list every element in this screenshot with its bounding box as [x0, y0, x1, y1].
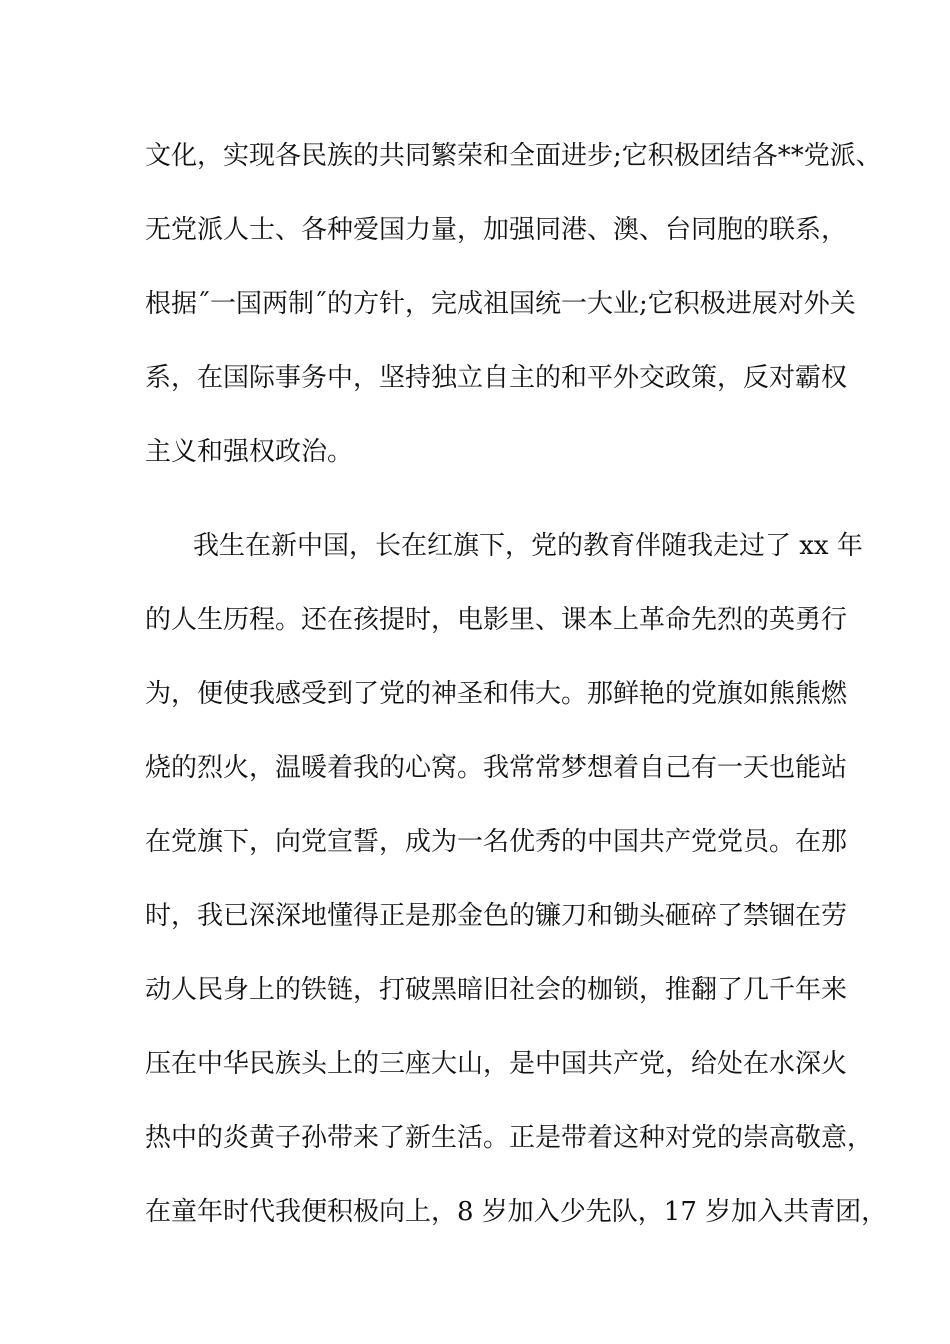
text-line: 烧的烈火，温暖着我的心窝。我常常梦想着自己有一天也能站 — [145, 753, 848, 783]
text-line: 在党旗下，向党宣誓，成为一名优秀的中国共产党党员。在那 — [145, 827, 848, 857]
text-line: 无党派人士、各种爱国力量，加强同港、澳、台同胞的联系， — [145, 215, 848, 245]
text-line: 时，我已深深地懂得正是那金色的镰刀和锄头砸碎了禁锢在劳 — [145, 901, 848, 931]
text-line: 主义和强权政治。 — [145, 437, 354, 467]
text-line: 为，便使我感受到了党的神圣和伟大。那鲜艳的党旗如熊熊燃 — [145, 679, 848, 709]
paragraph-2 — [145, 515, 888, 1255]
body-text — [145, 125, 888, 1255]
paragraph-gap — [145, 495, 835, 515]
paragraph-1 — [145, 125, 882, 495]
text-line: 我生在新中国，长在红旗下，党的教育伴随我走过了 xx 年 — [193, 531, 863, 561]
text-line: 动人民身上的铁链，打破黑暗旧社会的枷锁，推翻了几千年来 — [145, 975, 848, 1005]
text-line: 根据˝一国两制˝的方针，完成祖国统一大业;它积极进展对外关 — [145, 289, 856, 319]
text-line: 的人生历程。还在孩提时，电影里、课本上革命先烈的英勇行 — [145, 605, 848, 635]
text-line: 文化，实现各民族的共同繁荣和全面进步;它积极团结各**党派、 — [145, 141, 882, 171]
text-line: 在童年时代我便积极向上，8 岁加入少先队，17 岁加入共青团， — [145, 1197, 888, 1227]
text-line: 系，在国际事务中，坚持独立自主的和平外交政策，反对霸权 — [145, 363, 848, 393]
text-line: 热中的炎黄子孙带来了新生活。正是带着这种对党的崇高敬意， — [145, 1123, 874, 1153]
text-line: 压在中华民族头上的三座大山，是中国共产党，给处在水深火 — [145, 1049, 848, 1079]
